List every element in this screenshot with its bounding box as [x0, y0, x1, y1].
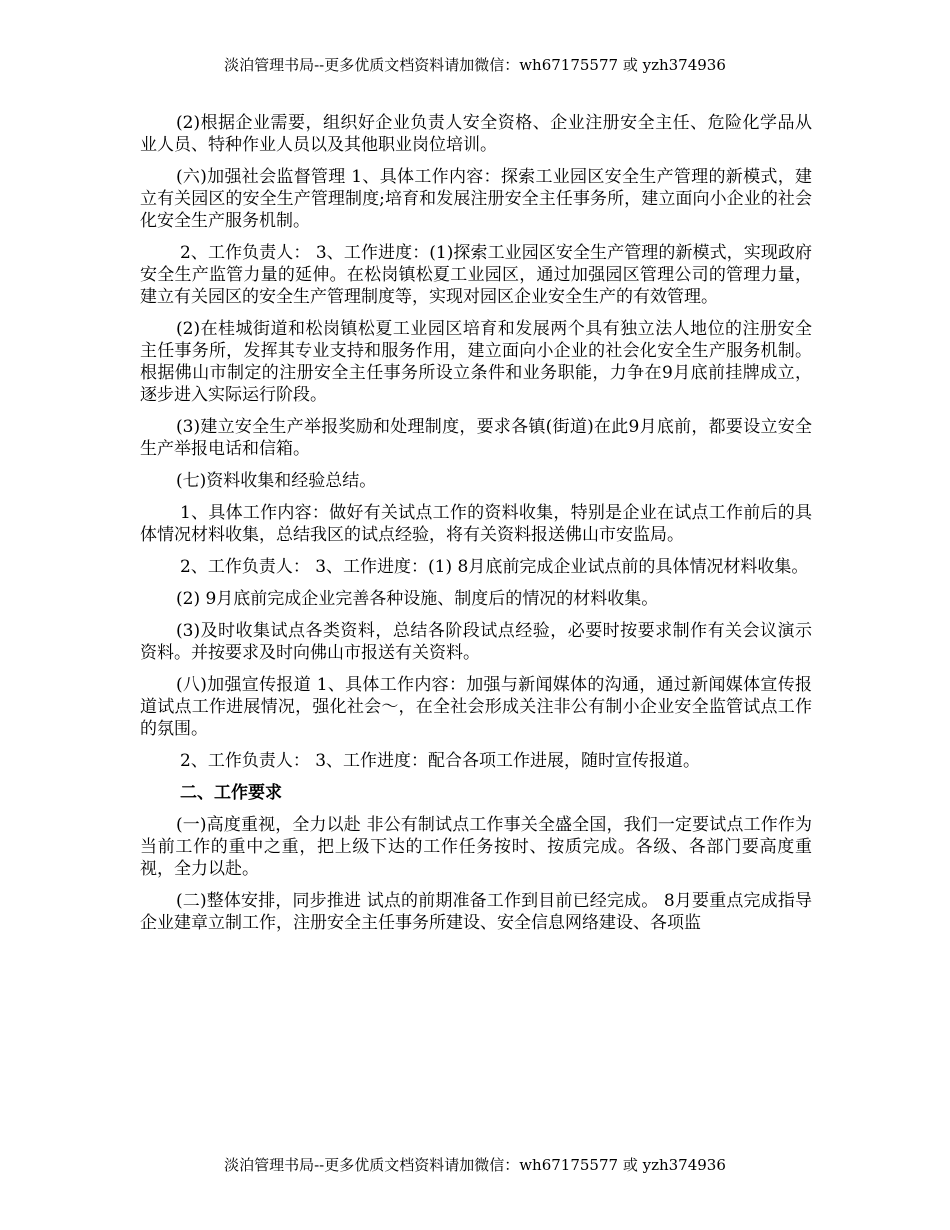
paragraph: 1、具体工作内容：做好有关试点工作的资料收集，特别是企业在试点工作前后的具体情况材料收集，总结我区的试点经验，将有关资料报送佛山市安监局。 — [140, 503, 812, 545]
paragraph: 2、工作负责人： 3、工作进度：(1) 8月底前完成企业试点前的具体情况材料收集。 — [180, 557, 809, 577]
paragraph: 2、工作负责人： 3、工作进度：配合各项工作进展，随时宣传报道。 — [180, 751, 701, 771]
paragraph: (一)高度重视，全力以赴 非公有制试点工作事关全盛全国，我们一定要试点工作作为当前工作的重中之重，把上级下达的工作任务按时、按质完成。各级、各部门要高度重视，全力以赴。 — [140, 815, 812, 879]
paragraph: (2)根据企业需要，组织好企业负责人安全资格、企业注册安全主任、危险化学品从业人员、特种作业人员以及其他职业岗位培训。 — [140, 113, 812, 155]
page-header: 淡泊管理书局--更多优质文档资料请加微信：wh67175577 或 yzh374936 — [224, 56, 726, 74]
paragraph: (3)及时收集试点各类资料，总结各阶段试点经验，必要时按要求制作有关会议演示资料。并按要求及时向佛山市报送有关资料。 — [140, 621, 812, 663]
paragraph: (六)加强社会监督管理 1、具体工作内容：探索工业园区安全生产管理的新模式，建立有关园区的安全生产管理制度;培育和发展注册安全主任事务所，建立面向小企业的社会化安全生产服务机制。 — [140, 167, 812, 231]
paragraph: (2) 9月底前完成企业完善各种设施、制度后的情况的材料收集。 — [176, 589, 659, 609]
page-footer: 淡泊管理书局--更多优质文档资料请加微信：wh67175577 或 yzh374936 — [224, 1156, 726, 1174]
document-body — [140, 112, 812, 944]
paragraph: (七)资料收集和经验总结。 — [176, 471, 377, 491]
paragraph: (3)建立安全生产举报奖励和处理制度，要求各镇(街道)在此9月底前，都要设立安全生产举报电话和信箱。 — [140, 417, 812, 459]
paragraph: 2、工作负责人： 3、工作进度：(1)探索工业园区安全生产管理的新模式，实现政府安全生产监管力量的延伸。在松岗镇松夏工业园区，通过加强园区管理公司的管理力量，建立有关园区的安全生产管理制度等，实现对园区企业安全生产的有效管理。 — [140, 243, 812, 307]
paragraph: (八)加强宣传报道 1、具体工作内容：加强与新闻媒体的沟通，通过新闻媒体宣传报道试点工作进展情况，强化社会～，在全社会形成关注非公有制小企业安全监管试点工作的氛围。 — [140, 675, 812, 739]
paragraph: (二)整体安排，同步推进 试点的前期准备工作到目前已经完成。 8月要重点完成指导企业建章立制工作，注册安全主任事务所建设、安全信息网络建设、各项监 — [140, 891, 812, 933]
paragraph: (2)在桂城街道和松岗镇松夏工业园区培育和发展两个具有独立法人地位的注册安全主任事务所，发挥其专业支持和服务作用，建立面向小企业的社会化安全生产服务机制。根据佛山市制定的注册安全主任事务所设立条件和业务职能，力争在9月底前挂牌成立，逐步进入实际运行阶段。 — [140, 319, 812, 405]
section-heading: 二、工作要求 — [180, 783, 282, 803]
